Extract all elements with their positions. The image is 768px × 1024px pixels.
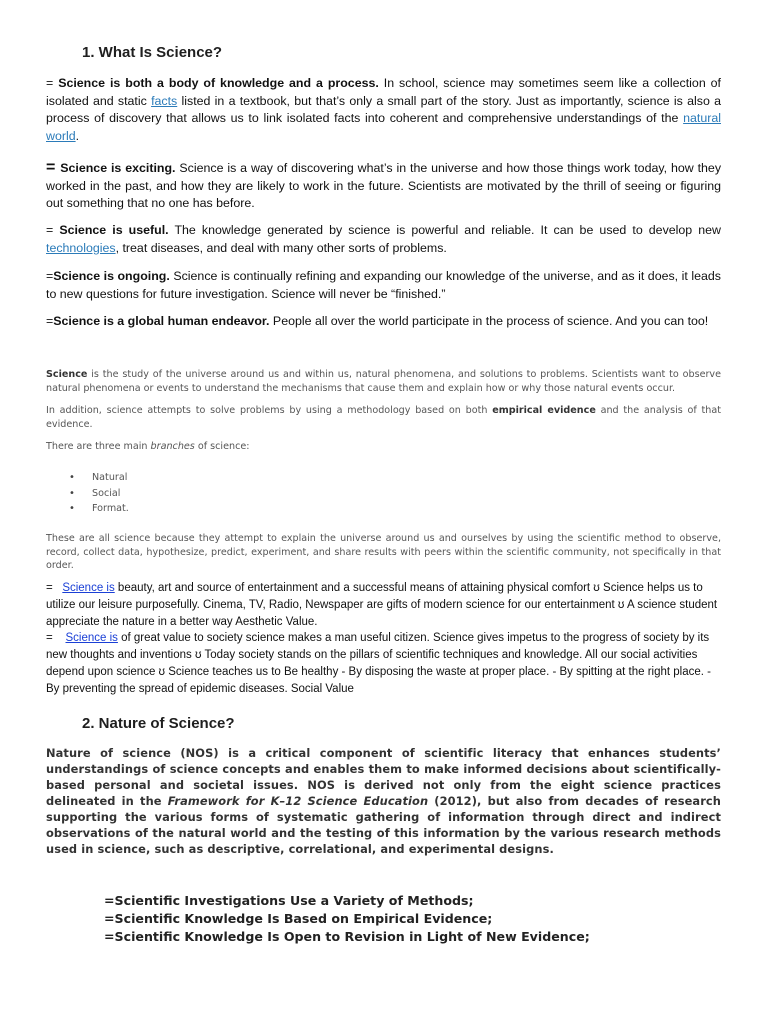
paragraph-global xyxy=(46,313,721,331)
science-is-link[interactable]: Science is xyxy=(65,632,118,644)
paragraph-ongoing xyxy=(46,268,721,303)
bold-lead: Science is exciting. xyxy=(60,161,176,175)
bold-lead: Science is useful. xyxy=(59,223,169,237)
scientific-method-paragraph: These are all science because they attempt to explain the universe around us and ourselves by using the scientific method to observe, record, collect data, hypothesize, predict, experiment, and share results with peers within the scientific community, not specifically in that order. xyxy=(46,533,721,571)
paragraph-text: Science is continually refining and expanding our knowledge of the universe, and as it does, it leads to new questions for future investigation. Science will never be “finished.” xyxy=(46,269,721,301)
bold-lead: Science is a global human endeavor. xyxy=(53,314,270,328)
list-item: =Scientific Knowledge Is Based on Empirical Evidence; xyxy=(104,910,493,926)
paragraph-text: The knowledge generated by science is powerful and reliable. It can be used to develop new xyxy=(168,223,722,237)
paragraph-knowledge-process xyxy=(46,75,721,145)
branches-list xyxy=(46,470,129,517)
heading-nature-of-science: 2. Nature of Science? xyxy=(82,715,235,732)
paragraph-text: of science: xyxy=(194,441,250,452)
equals-mark: = xyxy=(46,159,61,176)
paragraph-text: and the analysis of that evidence. xyxy=(46,405,721,430)
paragraph-text: In school, science may sometimes seem like a collection of isolated and static xyxy=(46,76,721,108)
paragraph-exciting xyxy=(46,159,721,213)
paragraph-text: , treat diseases, and deal with many other sorts of problems. xyxy=(115,240,447,255)
definition-paragraph xyxy=(46,368,721,395)
social-value-paragraph xyxy=(46,630,721,698)
paragraph-text: People all over the world participate in the process of science. And you can too! xyxy=(269,314,709,328)
list-item: =Scientific Investigations Use a Variety of Methods; xyxy=(104,893,474,908)
bold-term: empirical evidence xyxy=(492,405,596,416)
facts-link[interactable]: facts xyxy=(151,93,178,108)
italic-term: branches xyxy=(150,441,195,452)
list-item: • Format. xyxy=(46,501,129,517)
paragraph-text: . xyxy=(75,128,80,143)
technologies-link[interactable]: technologies xyxy=(46,240,116,255)
equals-mark: = xyxy=(46,269,54,283)
science-is-link[interactable]: Science is xyxy=(62,582,115,594)
equals-mark: = xyxy=(46,582,53,594)
natural-world-link[interactable]: natural world xyxy=(46,111,721,143)
bold-term: Science xyxy=(46,369,88,380)
paragraph-text: of great value to society science makes a man useful citizen. Science gives impetus to the progress of society by its new thoughts and inventions ʊ Today society stands on the pillars of scientific techniques and knowledge. All our social activities depend upon science ʊ Science teaches us to Be healthy - By disposing the waste at proper place. - By spitting at the right place. - By preventing the spread of epidemic diseases. Social Value xyxy=(46,632,711,695)
paragraph-text: (2012), but also from decades of research supporting the various forms of systematic gathering of information through direct and indirect observations of the natural world and the testing of this information by the various research methods used in science, such as descriptive, correlational, and experimental designs. xyxy=(46,794,721,856)
paragraph-text: beauty, art and source of entertainment and a successful means of attaining physical comfort ʊ Science helps us to utilize our leisure purposefully. Cinema, TV, Radio, Newspaper are gifts of modern science for our entertainment ʊ A science student appreciate the nature in a better way Aesthetic Value. xyxy=(46,582,718,628)
heading-what-is-science: 1. What Is Science? xyxy=(82,44,223,61)
equals-mark: = xyxy=(46,223,60,237)
equals-mark: = xyxy=(46,76,59,90)
bold-lead: Science is ongoing. xyxy=(53,269,170,283)
methodology-paragraph xyxy=(46,404,721,431)
paragraph-useful xyxy=(46,222,721,257)
framework-title: Framework for K–12 Science Education xyxy=(167,794,429,808)
nos-paragraph xyxy=(46,745,721,857)
paragraph-text: listed in a textbook, but that’s only a small part of the story. Just as importantly, science is also a process of discovery that allows us to link isolated facts into coherent and comprehensive understandings of the xyxy=(46,93,721,125)
list-item: =Scientific Knowledge Is Open to Revision in Light of New Evidence; xyxy=(104,928,590,944)
equals-mark: = xyxy=(46,632,53,644)
nos-principles-list xyxy=(104,892,590,945)
paragraph-text: Science is a way of discovering what’s in the universe and how those things work today, how they worked in the past, and how they are likely to work in the future. Scientists are motivated by the thrill of seeing or figuring out something that no one has before. xyxy=(46,161,722,210)
paragraph-text: In addition, science attempts to solve problems by using a methodology based on both xyxy=(46,405,493,416)
aesthetic-value-paragraph xyxy=(46,580,721,631)
list-item: • Social xyxy=(46,486,129,502)
branches-intro xyxy=(46,440,721,454)
paragraph-text: Nature of science (NOS) is a critical component of scientific literacy that enhances students’ understandings of science concepts and enables them to make informed decisions about scientifically-based personal and societal issues. NOS is derived not only from the eight science practices delineated in the xyxy=(46,746,721,808)
equals-mark: = xyxy=(46,314,54,328)
paragraph-text: is the study of the universe around us and within us, natural phenomena, and solutions to problems. Scientists want to observe natural phenomena or events to understand the mechanisms that cause them and explain how or why those natural events occur. xyxy=(46,369,721,394)
paragraph-text: There are three main xyxy=(46,441,151,452)
list-item: • Natural xyxy=(46,470,129,486)
bold-lead: Science is both a body of knowledge and a process. xyxy=(58,76,379,90)
